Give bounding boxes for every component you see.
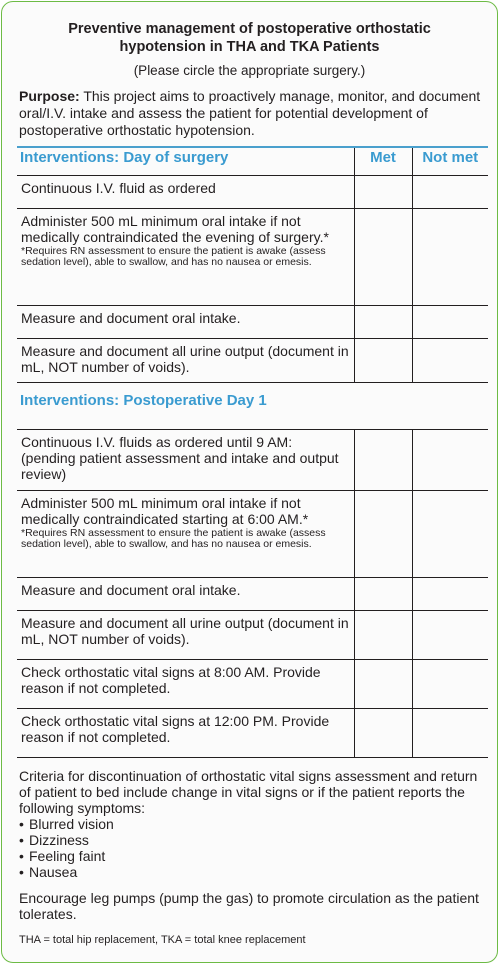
criteria-paragraph: Criteria for discontinuation of orthostatic vital signs assessment and return of patient to bed include change in vital signs or if the patient reports the following symptoms: <box>19 768 478 816</box>
met-cell[interactable] <box>354 491 412 578</box>
form-card <box>1 1 498 963</box>
table-row <box>17 611 488 660</box>
intervention-text: Continuous I.V. fluids as ordered until 9 AM: (pending patient assessment and intake and output review) <box>21 434 339 482</box>
intervention-cell <box>17 176 354 209</box>
intervention-cell <box>17 611 354 660</box>
footnote: THA = total hip replacement, TKA = total knee replacement <box>19 934 306 946</box>
intervention-text: Measure and document oral intake. <box>21 582 241 598</box>
met-cell[interactable] <box>354 209 412 306</box>
not-met-cell[interactable] <box>412 209 488 306</box>
list-item: • Blurred vision <box>19 816 497 832</box>
table-row <box>17 339 488 383</box>
intervention-cell <box>17 209 354 306</box>
symptom-list <box>19 816 497 880</box>
met-cell[interactable] <box>354 430 412 491</box>
table-header-row <box>17 147 488 176</box>
not-met-cell[interactable] <box>412 430 488 491</box>
intervention-cell <box>17 339 354 383</box>
intervention-text: Check orthostatic vital signs at 8:00 AM. Provide reason if not completed. <box>21 664 321 696</box>
intervention-cell <box>17 578 354 611</box>
column-header-met: Met <box>354 147 412 176</box>
purpose-paragraph <box>19 88 481 139</box>
intervention-cell <box>17 306 354 339</box>
intervention-cell <box>17 491 354 578</box>
not-met-cell[interactable] <box>412 306 488 339</box>
section-title-postop-day-1: Interventions: Postoperative Day 1 <box>17 383 488 430</box>
not-met-cell[interactable] <box>412 491 488 578</box>
encourage-paragraph: Encourage leg pumps (pump the gas) to promote circulation as the patient tolerates. <box>19 890 479 922</box>
intervention-cell <box>17 709 354 758</box>
table-row <box>17 491 488 578</box>
intervention-text: Administer 500 mL minimum oral intake if not medically contraindicated starting at 6:00 AM.* <box>21 495 309 527</box>
intervention-cell <box>17 430 354 491</box>
list-item: • Nausea <box>19 864 497 880</box>
table-row <box>17 176 488 209</box>
interventions-table <box>17 146 488 758</box>
not-met-cell[interactable] <box>412 709 488 758</box>
table-row <box>17 306 488 339</box>
not-met-cell[interactable] <box>412 339 488 383</box>
intervention-cell <box>17 660 354 709</box>
section-header-row <box>17 383 488 430</box>
intervention-text: Measure and document oral intake. <box>21 310 241 326</box>
intervention-text: Measure and document all urine output (document in mL, NOT number of voids). <box>21 615 349 647</box>
form-title: Preventive management of postoperative orthostatic hypotension in THA and TKA Patients <box>68 21 431 55</box>
table-row <box>17 430 488 491</box>
table-row <box>17 660 488 709</box>
list-item: • Feeling faint <box>19 848 497 864</box>
intervention-text: Continuous I.V. fluid as ordered <box>21 180 216 196</box>
met-cell[interactable] <box>354 339 412 383</box>
table-row <box>17 578 488 611</box>
met-cell[interactable] <box>354 578 412 611</box>
not-met-cell[interactable] <box>412 176 488 209</box>
table-row <box>17 209 488 306</box>
not-met-cell[interactable] <box>412 660 488 709</box>
met-cell[interactable] <box>354 611 412 660</box>
intervention-text: Check orthostatic vital signs at 12:00 PM. Provide reason if not completed. <box>21 713 330 745</box>
list-item: • Dizziness <box>19 832 497 848</box>
intervention-note: *Requires RN assessment to ensure the patient is awake (assess sedation level), able to swallow, and has no nausea or emesis. <box>21 527 326 550</box>
not-met-cell[interactable] <box>412 578 488 611</box>
form-subtitle: (Please circle the appropriate surgery.) <box>133 63 366 78</box>
met-cell[interactable] <box>354 709 412 758</box>
intervention-note: *Requires RN assessment to ensure the patient is awake (assess sedation level), able to swallow, and has no nausea or emesis. <box>21 245 326 268</box>
intervention-text: Measure and document all urine output (document in mL, NOT number of voids). <box>21 343 349 375</box>
met-cell[interactable] <box>354 306 412 339</box>
intervention-text: Administer 500 mL minimum oral intake if not medically contraindicated the evening of surgery.* <box>21 213 329 245</box>
column-header-not-met: Not met <box>412 147 488 176</box>
met-cell[interactable] <box>354 176 412 209</box>
purpose-text: This project aims to proactively manage, monitor, and document oral/I.V. intake and assess the patient for potential development of postoperative orthostatic hypotension. <box>19 88 481 138</box>
met-cell[interactable] <box>354 660 412 709</box>
not-met-cell[interactable] <box>412 611 488 660</box>
table-row <box>17 709 488 758</box>
section-title-day-of-surgery: Interventions: Day of surgery <box>17 147 354 176</box>
purpose-label: Purpose: <box>19 88 80 104</box>
